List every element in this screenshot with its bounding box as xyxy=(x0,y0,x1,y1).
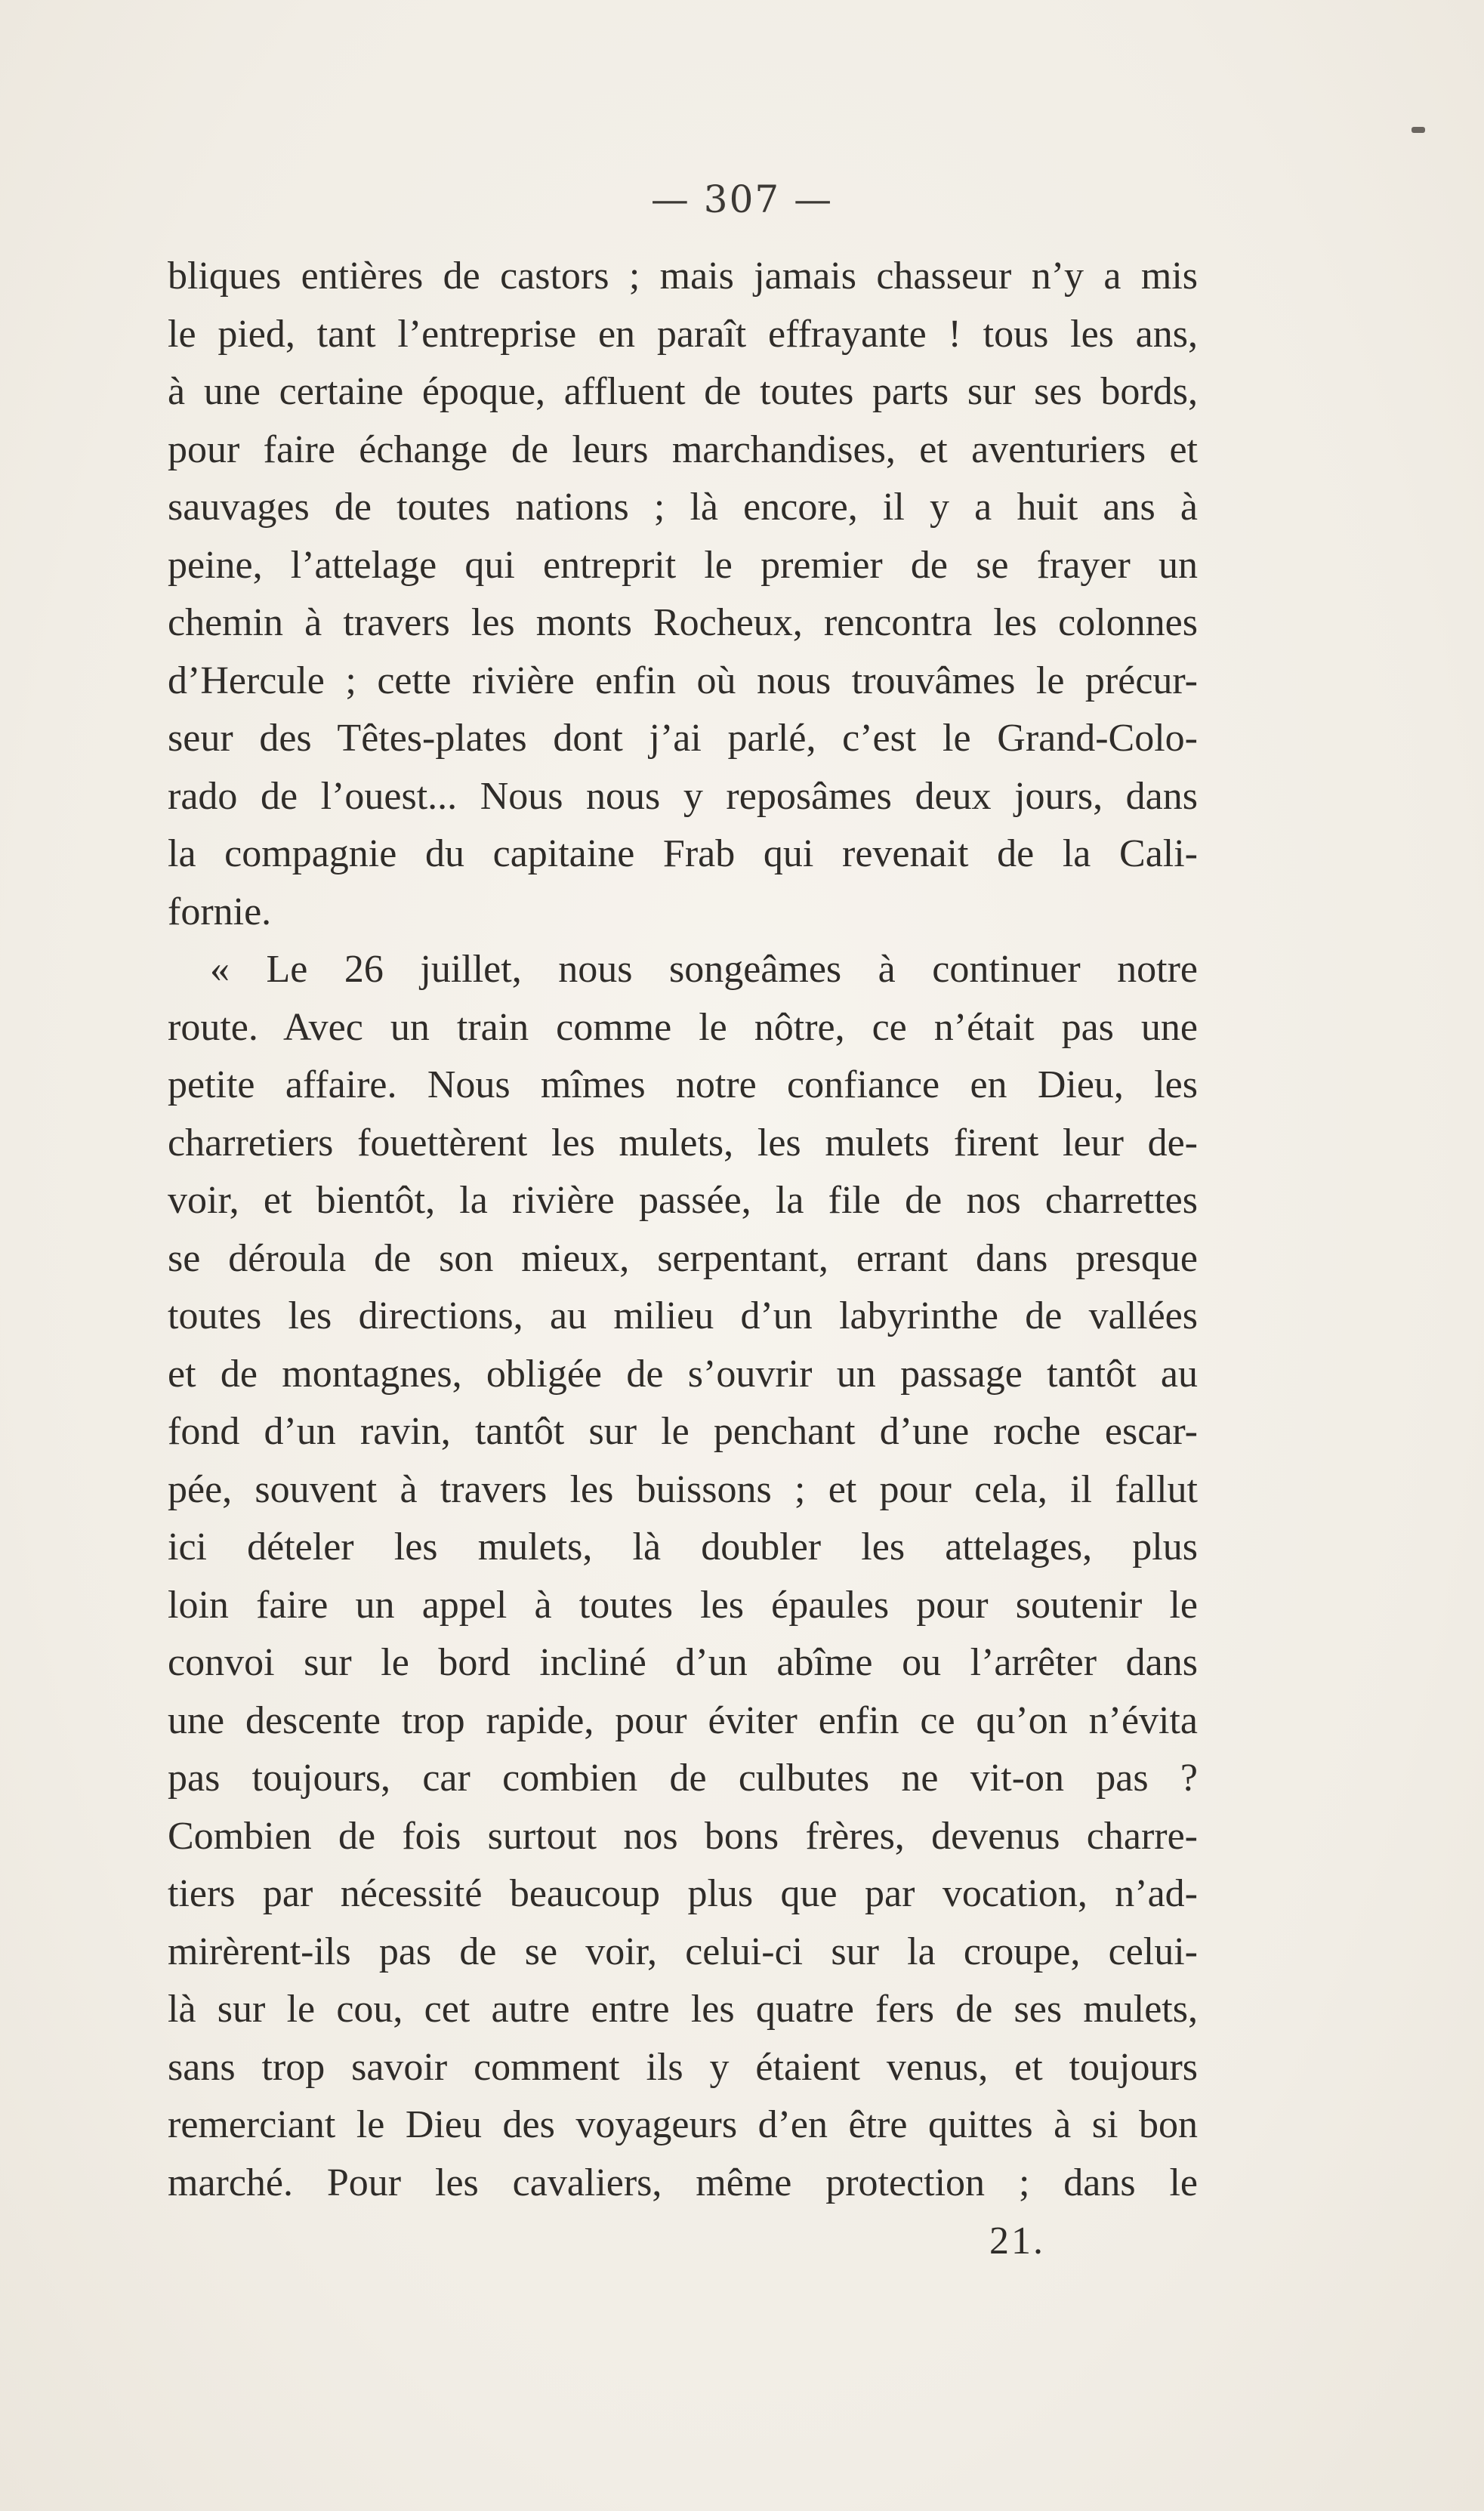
text-line: peine, l’attelage qui entreprit le premier de se frayer un xyxy=(168,543,1198,587)
text-line: route. Avec un train comme le nôtre, ce n’était pas une xyxy=(168,1005,1198,1049)
signature-mark: 21. xyxy=(989,2219,1045,2263)
text-line: pour faire échange de leurs marchandises, et aventuriers et xyxy=(168,427,1198,471)
text-line: chemin à travers les monts Rocheux, rencontra les colonnes xyxy=(168,601,1198,644)
text-line: là sur le cou, cet autre entre les quatre fers de ses mulets, xyxy=(168,1988,1198,2031)
text-line: ici dételer les mulets, là doubler les attelages, plus xyxy=(168,1525,1198,1569)
ink-speck xyxy=(1411,127,1425,133)
text-line: mirèrent-ils pas de se voir, celui-ci sur la croupe, celui- xyxy=(168,1930,1198,1973)
text-line: se déroula de son mieux, serpentant, errant dans presque xyxy=(168,1236,1198,1280)
text-line: sans trop savoir comment ils y étaient venus, et toujours xyxy=(168,2045,1198,2089)
text-line: la compagnie du capitaine Frab qui revenait de la Cali- xyxy=(168,832,1198,875)
text-line: convoi sur le bord incliné d’un abîme ou l’arrêter dans xyxy=(168,1641,1198,1684)
text-line: fond d’un ravin, tantôt sur le penchant d’une roche escar- xyxy=(168,1410,1198,1453)
text-line: fornie. xyxy=(168,890,272,933)
body-text xyxy=(168,248,1198,2212)
text-line: petite affaire. Nous mîmes notre confiance en Dieu, les xyxy=(168,1063,1198,1106)
text-line: tiers par nécessité beaucoup plus que par vocation, n’ad- xyxy=(168,1872,1198,1915)
text-line: charretiers fouettèrent les mulets, les mulets firent leur de- xyxy=(168,1121,1198,1164)
text-line: d’Hercule ; cette rivière enfin où nous trouvâmes le précur- xyxy=(168,659,1198,702)
text-line: marché. Pour les cavaliers, même protection ; dans le xyxy=(168,2161,1198,2204)
text-line: remerciant le Dieu des voyageurs d’en être quittes à si bon xyxy=(168,2103,1198,2146)
page-number-header: — 307 — xyxy=(650,177,834,221)
text-line: seur des Têtes-plates dont j’ai parlé, c’est le Grand-Colo- xyxy=(168,717,1198,760)
text-line: à une certaine époque, affluent de toutes parts sur ses bords, xyxy=(168,370,1198,413)
text-line: rado de l’ouest... Nous nous y reposâmes deux jours, dans xyxy=(168,774,1198,818)
text-line: une descente trop rapide, pour éviter enfin ce qu’on n’évita xyxy=(168,1698,1198,1742)
text-line: loin faire un appel à toutes les épaules pour soutenir le xyxy=(168,1583,1198,1627)
text-line: Combien de fois surtout nos bons frères, devenus charre- xyxy=(168,1814,1198,1858)
text-line: bliques entières de castors ; mais jamais chasseur n’y a mis xyxy=(168,254,1198,298)
text-line: « Le 26 juillet, nous songeâmes à continuer notre xyxy=(210,948,1198,991)
text-line: pas toujours, car combien de culbutes ne vit-on pas ? xyxy=(168,1757,1198,1800)
text-line: pée, souvent à travers les buissons ; et pour cela, il fallut xyxy=(168,1467,1198,1511)
text-line: et de montagnes, obligée de s’ouvrir un passage tantôt au xyxy=(168,1352,1198,1396)
text-line: toutes les directions, au milieu d’un labyrinthe de vallées xyxy=(168,1294,1198,1337)
text-line: le pied, tant l’entreprise en paraît effrayante ! tous les ans, xyxy=(168,312,1198,356)
text-line: voir, et bientôt, la rivière passée, la file de nos charrettes xyxy=(168,1179,1198,1222)
text-line: sauvages de toutes nations ; là encore, il y a huit ans à xyxy=(168,486,1198,529)
